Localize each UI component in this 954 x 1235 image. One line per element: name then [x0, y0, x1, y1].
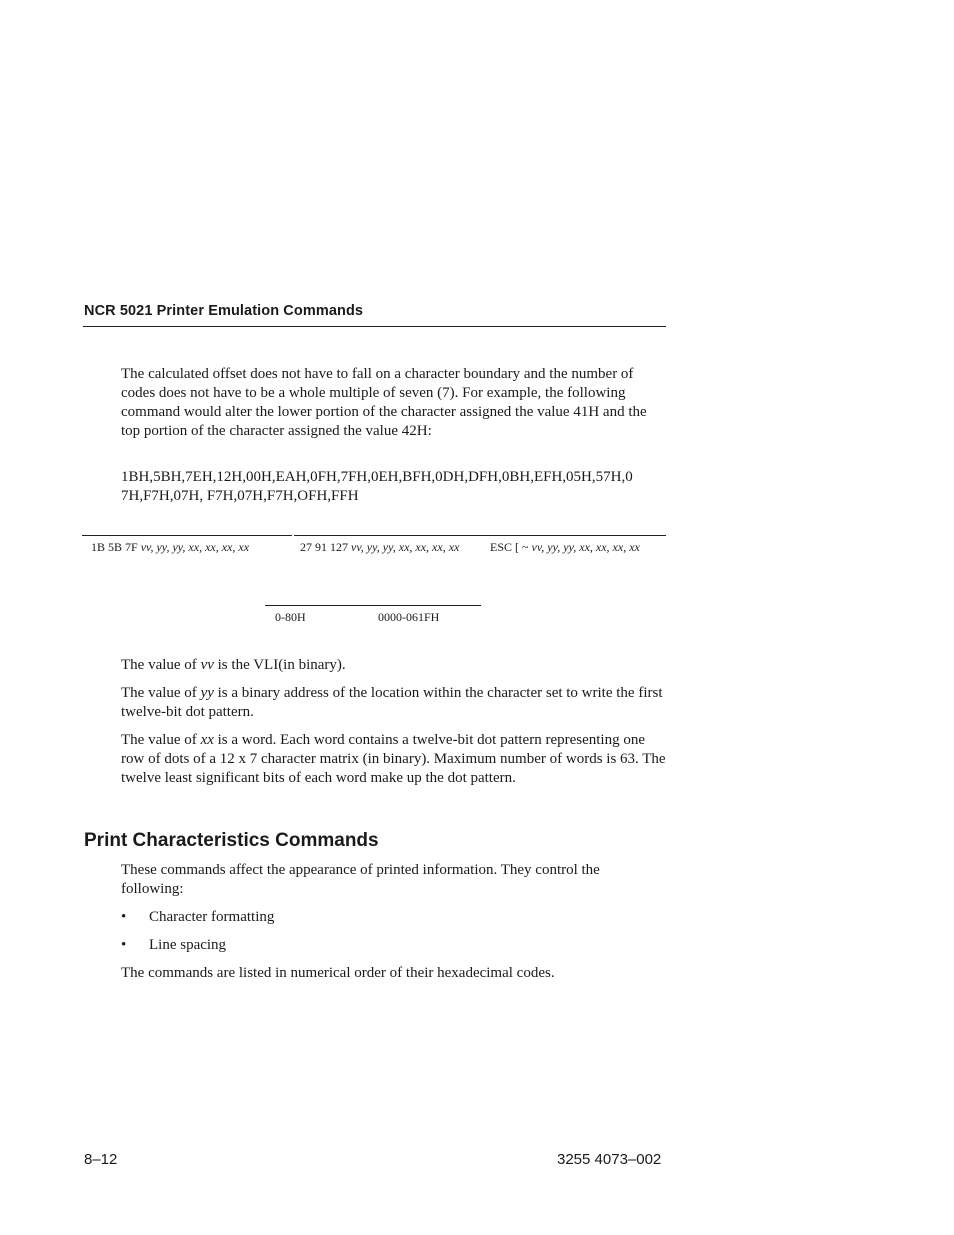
- list-item-text: Character formatting: [149, 909, 275, 925]
- hex-sequence-line-1: 1BH,5BH,7EH,12H,00H,EAH,0FH,7FH,0EH,BFH,0DH,DFH,0BH,EFH,05H,57H,0: [121, 469, 633, 485]
- bullet-icon: •: [121, 937, 127, 953]
- section-title: Print Characteristics Commands: [84, 830, 379, 851]
- list-item-text: Line spacing: [149, 937, 227, 953]
- command-decimal-prefix: 27 91 127: [300, 540, 348, 554]
- command-hex: [91, 540, 249, 555]
- yy-def-text: is a binary address of the location within the character set to write the first twelve-bit dot pattern.: [121, 685, 663, 720]
- closing-paragraph: The commands are listed in numerical order of their hexadecimal codes.: [121, 965, 555, 981]
- hex-sequence: [121, 468, 666, 506]
- xx-def-text: is a word. Each word contains a twelve-bit dot pattern representing one row of dots of a 12 x 7 character matrix (in binary). Maximum number of words is 63. The twelve least significant bits of each word make up the dot pattern.: [121, 732, 666, 786]
- command-hex-prefix: 1B 5B 7F: [91, 540, 138, 554]
- bullet-icon: •: [121, 909, 127, 925]
- range-yy: 0000-061FH: [378, 610, 440, 624]
- command-ascii-prefix: ESC [ ~: [490, 540, 529, 554]
- xx-definition: [121, 731, 666, 788]
- command-ascii-params: vv, yy, yy, xx, xx, xx, xx: [531, 540, 640, 554]
- vv-definition: [121, 656, 666, 675]
- running-head: NCR 5021 Printer Emulation Commands: [84, 303, 364, 319]
- offset-paragraph: The calculated offset does not have to fall on a character boundary and the number of codes does not have to be a whole multiple of seven (7). For example, the following command would alter the lower portion of the character assigned the value 41H and the top portion of the character assigned the value 42H:: [121, 366, 647, 439]
- header-rule: [83, 326, 666, 327]
- vv-variable: vv: [200, 657, 214, 673]
- xx-variable: xx: [200, 732, 214, 748]
- page-number: 8–12: [84, 1151, 118, 1168]
- xx-def-lead: The value of: [121, 732, 201, 748]
- yy-variable: yy: [200, 685, 214, 701]
- command-table-rule-right: [294, 535, 666, 536]
- document-number: 3255 4073–002: [557, 1151, 662, 1168]
- vv-def-text: is the VLI(in binary).: [213, 657, 346, 673]
- command-decimal: [300, 540, 459, 555]
- yy-def-lead: The value of: [121, 685, 201, 701]
- command-decimal-params: vv, yy, yy, xx, xx, xx, xx: [351, 540, 460, 554]
- range-table-rule: [265, 605, 481, 606]
- hex-sequence-line-2: 7H,F7H,07H, F7H,07H,F7H,OFH,FFH: [121, 488, 359, 504]
- vv-def-lead: The value of: [121, 657, 201, 673]
- command-ascii: [490, 540, 640, 555]
- section-intro: These commands affect the appearance of printed information. They control the following:: [121, 862, 600, 897]
- range-vv: 0-80H: [275, 610, 306, 624]
- yy-definition: [121, 684, 666, 722]
- command-table-rule-left: [82, 535, 292, 536]
- command-hex-params: vv, yy, yy, xx, xx, xx, xx: [140, 540, 250, 554]
